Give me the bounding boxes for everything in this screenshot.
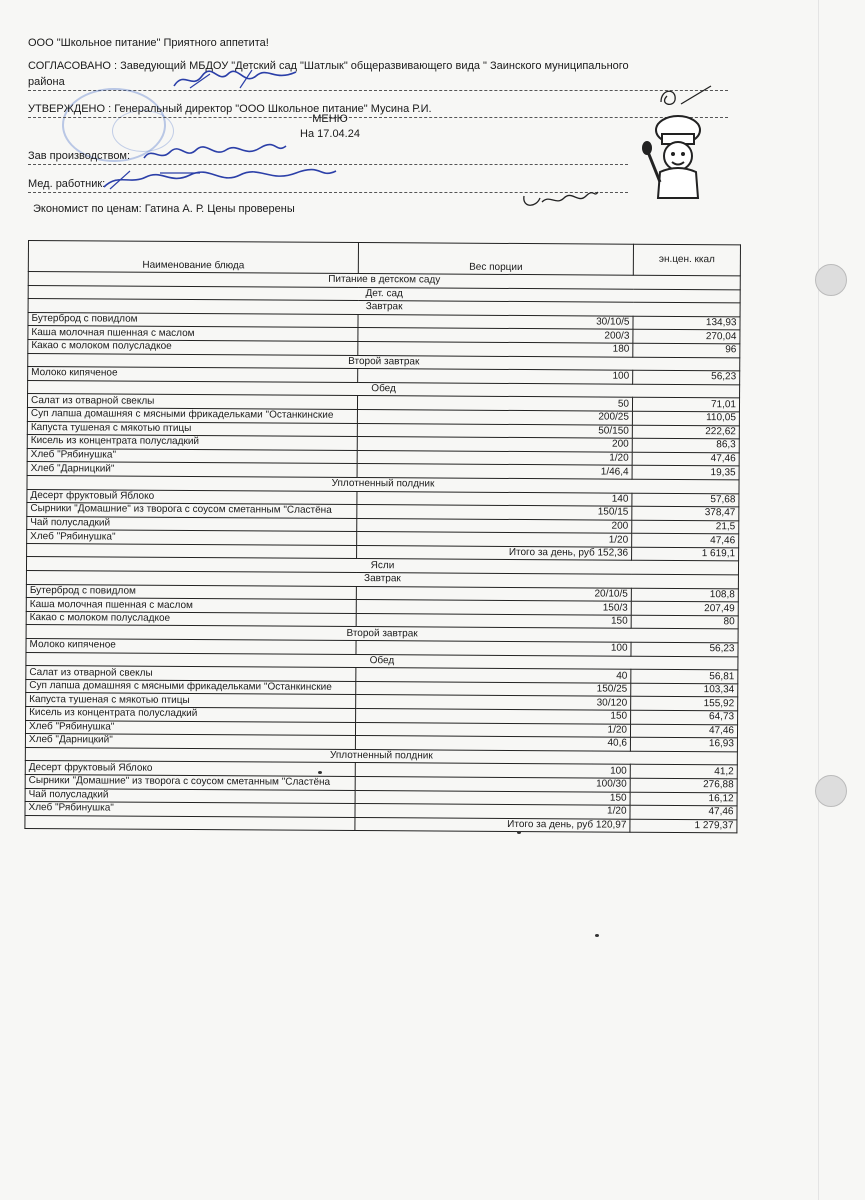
energy-kcal: 86,3 [632,438,739,452]
portion-weight: 150/15 [357,505,632,520]
total-spacer [25,815,355,831]
portion-weight: 200/3 [358,328,633,343]
column-header-weight: Вес порции [358,243,633,276]
portion-weight: 150/3 [356,600,631,615]
table-header-row [28,241,740,276]
dish-name: Хлеб "Рябинушка" [25,802,355,818]
dish-name: Хлеб "Рябинушка" [25,720,355,736]
scan-edge-line [818,0,819,1200]
company-line: ООО "Школьное питание" Приятного аппетита! [28,37,269,49]
dish-name: Капуста тушеная с мякотью птицы [27,421,357,437]
energy-kcal: 207,49 [631,601,738,615]
dish-name: Кисель из концентрата полусладкий [26,706,356,722]
section-title: Питание в детском саду [28,272,740,290]
energy-kcal: 270,04 [633,330,740,344]
medical-label: Мед. работник: [28,178,106,190]
dish-name: Салат из отварной свеклы [26,666,356,682]
dish-name: Десерт фруктовый Яблоко [25,761,355,777]
energy-kcal: 80 [631,615,738,629]
portion-weight: 200 [357,518,632,533]
portion-weight: 150 [356,709,631,724]
section-title: Второй завтрак [26,625,738,643]
total-label: Итого за день, руб 152,36 [357,545,632,560]
dish-name: Каша молочная пшенная с маслом [26,598,356,614]
portion-weight: 1/20 [357,450,632,465]
portion-weight: 1/20 [357,532,632,547]
energy-kcal: 96 [633,343,740,357]
dish-name: Молоко кипяченое [28,367,358,383]
portion-weight: 100 [355,763,630,778]
portion-weight: 200/25 [357,409,632,424]
approved-line: УТВЕРЖДЕНО : Генеральный директор "ООО Школьное питание" Мусина Р.И. [28,103,432,115]
section-title: Обед [26,652,738,670]
energy-kcal: 56,23 [631,642,738,656]
energy-kcal: 64,73 [631,710,738,724]
economist-line: Экономист по ценам: Гатина А. Р. Цены проверены [33,203,295,215]
signature-director [655,82,715,112]
energy-kcal: 57,68 [632,493,739,507]
energy-kcal: 47,46 [632,452,739,466]
column-header-kcal: эн.цен. ккал [633,244,740,276]
total-kcal: 1 619,1 [632,547,739,561]
binder-hole [815,264,847,296]
portion-weight: 200 [357,437,632,452]
energy-kcal: 71,01 [632,398,739,412]
section-title: Уплотненный полдник [25,747,737,765]
energy-kcal: 47,46 [630,724,737,738]
portion-weight: 100 [358,369,633,384]
portion-weight: 20/10/5 [356,586,631,601]
section-title: Обед [28,380,740,398]
dish-name: Бутерброд с повидлом [26,584,356,600]
energy-kcal: 108,8 [631,588,738,602]
section-title: Второй завтрак [28,353,740,371]
approved-underline [28,117,728,118]
dish-name: Какао с молоком полусладкое [26,611,356,627]
energy-kcal: 47,46 [630,805,737,819]
dish-name: Сырники "Домашние" из творога с соусом сметанным "Сластёна [27,503,357,519]
dish-name: Хлеб "Дарницкий" [25,734,355,750]
dish-name: Каша молочная пшенная с маслом [28,326,358,342]
dish-name: Сырники "Домашние" из творога с соусом сметанным "Сластёна [25,774,355,790]
portion-weight: 40 [356,668,631,683]
scan-speck [517,831,521,834]
dish-name: Бутерброд с повидлом [28,312,358,328]
dish-name: Капуста тушеная с мякотью птицы [26,693,356,709]
signature-medical [100,163,340,193]
portion-weight: 180 [358,341,633,356]
portion-weight: 30/120 [356,695,631,710]
energy-kcal: 16,93 [630,737,737,751]
total-label: Итого за день, руб 120,97 [355,817,630,832]
energy-kcal: 56,23 [633,370,740,384]
portion-weight: 100/30 [355,776,630,791]
energy-kcal: 378,47 [632,506,739,520]
agreed-line: СОГЛАСОВАНО : Заведующий МБДОУ "Детский сад "Шатлык" общеразвивающего вида " Заинского муниципального [28,60,629,72]
portion-weight: 1/46,4 [357,464,632,479]
dish-name: Суп лапша домашняя с мясными фрикадельками "Останкинские [26,679,356,695]
menu-table [24,240,741,834]
dish-name: Хлеб "Рябинушка" [27,530,357,546]
dish-name: Хлеб "Дарницкий" [27,462,357,478]
portion-weight: 100 [356,641,631,656]
column-header-dish: Наименование блюда [28,241,358,274]
portion-weight: 140 [357,491,632,506]
portion-weight: 50 [357,396,632,411]
scan-speck [318,771,322,774]
production-label: Зав производством: [28,150,131,162]
agreed-line-cont: района [28,76,65,88]
energy-kcal: 134,93 [633,316,740,330]
dish-name: Чай полусладкий [27,516,357,532]
section-title: Ясли [26,557,738,575]
portion-weight: 50/150 [357,423,632,438]
binder-hole [815,775,847,807]
dish-name: Салат из отварной свеклы [27,394,357,410]
dish-name: Кисель из концентрата полусладкий [27,435,357,451]
energy-kcal: 16,12 [630,792,737,806]
section-title: Завтрак [26,571,738,589]
section-title: Уплотненный полдник [27,475,739,493]
dish-name: Какао с молоком полусладкое [28,339,358,355]
energy-kcal: 47,46 [632,533,739,547]
section-title: Дет. сад [28,285,740,303]
scan-speck [595,934,599,937]
chef-logo-icon [638,112,718,202]
portion-weight: 30/10/5 [358,314,633,329]
energy-kcal: 19,35 [632,466,739,480]
dish-name: Хлеб "Рябинушка" [27,448,357,464]
energy-kcal: 21,5 [632,520,739,534]
portion-weight: 150 [355,790,630,805]
energy-kcal: 222,62 [632,425,739,439]
portion-weight: 40,6 [355,736,630,751]
energy-kcal: 103,34 [631,683,738,697]
portion-weight: 1/20 [355,804,630,819]
dish-name: Молоко кипяченое [26,639,356,655]
energy-kcal: 110,05 [632,411,739,425]
dish-name: Суп лапша домашняя с мясными фрикадельками "Останкинские [27,407,357,423]
total-kcal: 1 279,37 [630,819,737,833]
energy-kcal: 276,88 [630,778,737,792]
portion-weight: 150/25 [356,681,631,696]
portion-weight: 150 [356,613,631,628]
energy-kcal: 41,2 [630,765,737,779]
signature-agreed [170,64,300,94]
signature-economist [520,186,600,212]
energy-kcal: 155,92 [631,697,738,711]
menu-title: МЕНЮ [312,113,348,125]
dish-name: Чай полусладкий [25,788,355,804]
energy-kcal: 56,81 [631,669,738,683]
dish-name: Десерт фруктовый Яблоко [27,489,357,505]
menu-date: На 17.04.24 [300,128,360,140]
section-title: Завтрак [28,299,740,317]
portion-weight: 1/20 [355,722,630,737]
